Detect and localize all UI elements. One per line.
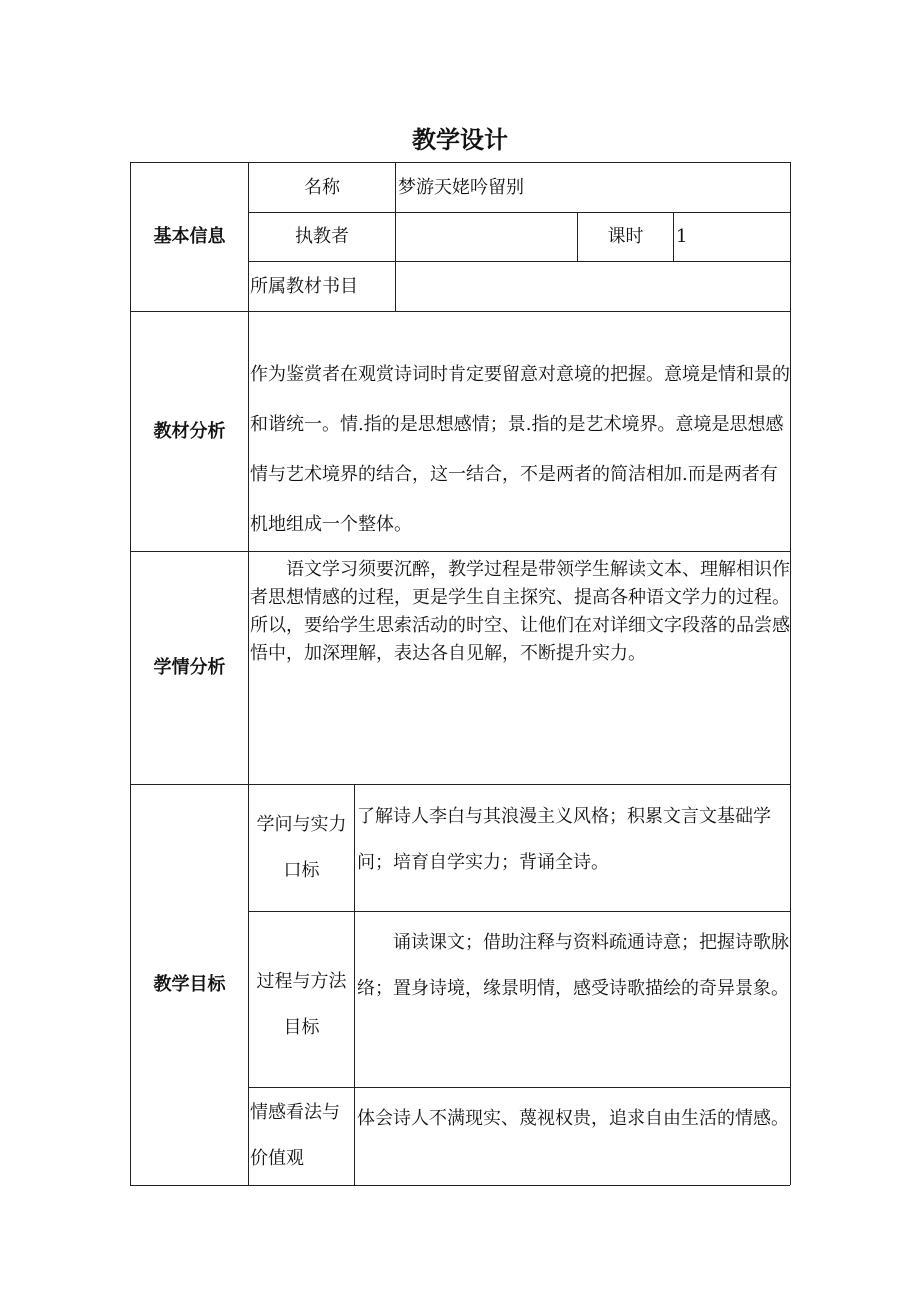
page-title: 教学设计 [412, 126, 508, 154]
objective-emotion-label: 情感看法与价值观 [250, 1102, 340, 1169]
objective-knowledge-label: 学问与实力口标 [256, 814, 347, 881]
material-analysis-label: 教材分析 [153, 420, 226, 442]
student-analysis-label: 学情分析 [153, 657, 226, 679]
teacher-value [398, 213, 576, 261]
objective-emotion-text: 体会诗人不满现实、蔑视权贵，追求自由生活的情感。 [357, 1108, 789, 1129]
textbook-value [398, 262, 788, 311]
objective-process-text: 诵读课文；借助注释与资料疏通诗意；把握诗歌脉络；置身诗境，缘景明情，感受诗歌描绘的奇异景象。 [357, 932, 789, 999]
objectives-label: 教学目标 [153, 974, 226, 996]
student-analysis-text: 语文学习须要沉醉，教学过程是带领学生解读文本、理解相识作者思想情感的过程，更是学生自主探究、提高各种语文学力的过程。所以，要给学生思索活动的时空、让他们在对详细文字段落的品尝感悟中，加深理解，表达各自见解，不断提升实力。 [250, 559, 790, 664]
objective-knowledge-text: 了解诗人李白与其浪漫主义风格；积累文言文基础学问；培育自学实力；背诵全诗。 [357, 806, 771, 873]
name-label: 名称 [304, 176, 340, 198]
period-label: 课时 [607, 226, 644, 248]
teacher-label: 执教者 [295, 226, 349, 248]
objective-process-label: 过程与方法目标 [256, 971, 347, 1038]
textbook-label: 所属教材书目 [250, 275, 358, 297]
material-analysis-text: 作为鉴赏者在观赏诗词时肯定要留意对意境的把握。意境是情和景的和谐统一。情.指的是思想感情；景.指的是艺术境界。意境是思想感情与艺术境界的结合，这一结合，不是两者的简洁相加.而是两者有机地组成一个整体。 [250, 364, 790, 535]
basic-info-label: 基本信息 [153, 226, 226, 248]
name-value: 梦游天姥吟留别 [398, 176, 524, 198]
period-value: 1 [676, 226, 688, 248]
